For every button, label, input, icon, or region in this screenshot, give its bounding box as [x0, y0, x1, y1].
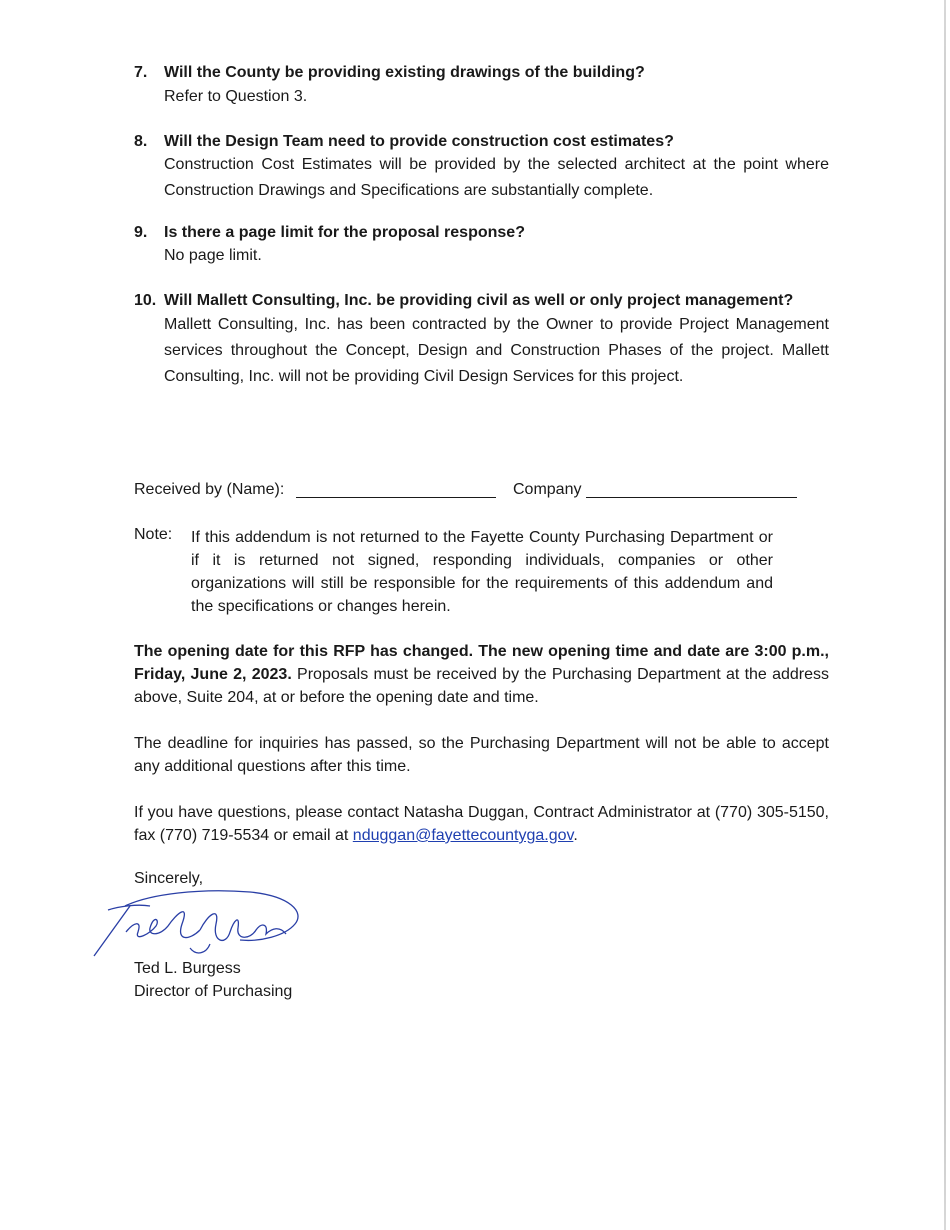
- opening-date-bold-text: The opening date for this RFP has changed. The new opening time and date are 3:00 p.m., Friday, June 2, 2023.: [134, 643, 829, 683]
- received-by-blank-line[interactable]: [296, 497, 496, 498]
- page-edge-shadow: [944, 0, 946, 1230]
- salutation: Sincerely,: [134, 870, 204, 887]
- answer-text: Mallett Consulting, Inc. has been contracted by the Owner to provide Project Management services throughout the Concept, Design and Construction Phases of the project. Mallett Consulting, Inc. will not be providing Civil Design Services for this project.: [164, 316, 829, 385]
- question-text: Is there a page limit for the proposal response?: [164, 224, 525, 241]
- answer-text: No page limit.: [164, 247, 262, 264]
- signer-name: Ted L. Burgess: [134, 960, 241, 977]
- question-number: 8.: [134, 133, 148, 150]
- contact-paragraph: [134, 801, 829, 847]
- opening-date-text: Proposals must be received by the Purchasing Department at the address above, Suite 204, at or before the opening date and time.: [134, 666, 829, 706]
- contact-suffix: .: [573, 827, 578, 844]
- question-number: 10.: [134, 292, 157, 309]
- handwritten-signature: [90, 884, 310, 964]
- deadline-paragraph: The deadline for inquiries has passed, so the Purchasing Department will not be able to accept any additional questions after this time.: [134, 735, 829, 775]
- note-text: If this addendum is not returned to the Fayette County Purchasing Department or if it is returned not signed, responding individuals, companies or other organizations will still be responsible for the requirements of this addendum and the specifications or changes herein.: [191, 529, 773, 615]
- question-number: 7.: [134, 64, 148, 81]
- contact-text: If you have questions, please contact Natasha Duggan, Contract Administrator at (770) 305-5150, fax (770) 719-5534 or email at: [134, 804, 829, 844]
- opening-date-paragraph: [134, 640, 829, 709]
- company-label: Company: [513, 481, 582, 498]
- signer-title: Director of Purchasing: [134, 983, 293, 1000]
- contact-email-link[interactable]: nduggan@fayettecountyga.gov: [352, 827, 574, 844]
- note-label: Note:: [134, 526, 173, 543]
- answer-text: Construction Cost Estimates will be provided by the selected architect at the point where Construction Drawings and Specifications are substantially complete.: [164, 156, 829, 199]
- company-blank-line[interactable]: [586, 497, 797, 498]
- answer-text: Refer to Question 3.: [164, 88, 308, 105]
- question-text: Will the Design Team need to provide construction cost estimates?: [164, 133, 674, 150]
- question-text: Will Mallett Consulting, Inc. be providing civil as well or only project management?: [164, 292, 794, 309]
- received-by-label: Received by (Name):: [134, 481, 285, 498]
- question-number: 9.: [134, 224, 148, 241]
- question-text: Will the County be providing existing drawings of the building?: [164, 64, 645, 81]
